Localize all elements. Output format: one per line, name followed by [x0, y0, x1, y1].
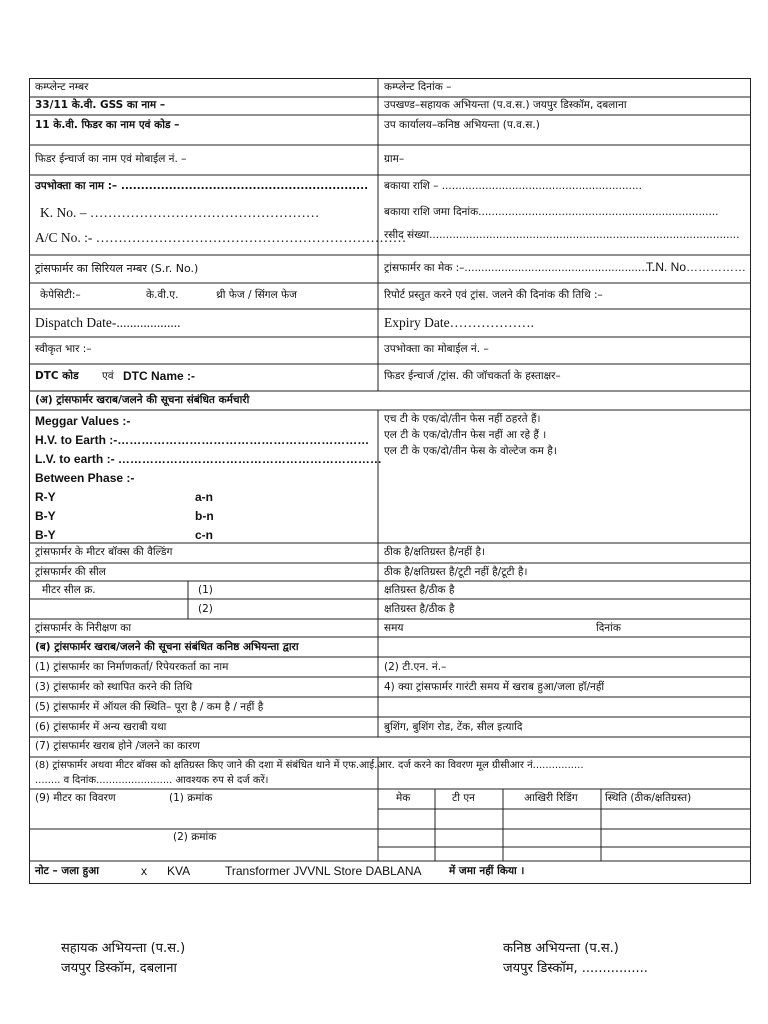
table-header-status: स्थिति (ठीक/क्षतिग्रस्त)	[605, 792, 692, 804]
welding-status-label: ठीक है/क्षतिग्रस्त है/नहीं है।	[384, 546, 486, 558]
complaint-date-label: कम्प्लेन्ट दिनांक –	[384, 81, 452, 93]
incharge-signature-label: फिडर ईन्चार्ज /ट्रांस. की जॉचकर्ता के हस्ताक्षर–	[384, 370, 561, 382]
kva-label: के.वी.ए.	[146, 289, 179, 301]
ht-line: एल टी के एक/दो/तीन फेस के वोल्टेज कम है।	[384, 445, 557, 457]
dues-date-label: बकाया राशि जमा दिनांक........................................................................	[384, 206, 719, 218]
capacity-label: केपेसिटी:–	[40, 289, 81, 301]
inspection-date-label: दिनांक	[596, 622, 621, 634]
dtc-and-label: एवं	[102, 370, 114, 382]
item-9-label: (9) मीटर का विवरण	[35, 792, 116, 804]
signature-right-line1: कनिष्ठ अभियन्ता (प.स.)	[503, 941, 619, 956]
serial-2-label: (2) क्रमांक	[173, 831, 217, 843]
between-phase-label: Between Phase :-	[35, 471, 135, 485]
note-label: नोट – जला हुआ	[35, 865, 99, 877]
sanctioned-load-label: स्वीकृत भार :–	[35, 343, 92, 355]
item-6-label: (6) ट्रांसफार्मर में अन्य खराबी यथा	[35, 721, 167, 733]
transformer-serial-label: ट्रांसफार्मर का सिरियल नम्बर (S.r. No.)	[35, 262, 199, 275]
meter-seal-label: मीटर सील क्र.	[42, 584, 96, 596]
phase-pair-right: a-n	[195, 490, 213, 504]
village-label: ग्राम–	[384, 153, 405, 165]
complaint-number-label: कम्प्लेन्ट नम्बर	[35, 81, 89, 93]
ht-line: एच टी के एक/दो/तीन फेस नहीं ठहरते हैं।	[384, 413, 541, 425]
dispatch-date-label: Dispatch Date-...................	[35, 315, 181, 330]
ac-no-label: A/C No. :- ……………………………………………………………	[35, 230, 407, 245]
item-8-line2: ........ व दिनांक........................ आवश्यक रुप से दर्ज करें।	[35, 775, 269, 786]
signature-left-line2: जयपुर डिस्कॉम, दबलाना	[61, 961, 177, 976]
ht-line: एल टी के एक/दो/तीन फेस नहीं आ रहे हैं ।	[384, 429, 547, 441]
hv-earth-label: H.V. to Earth :-………………………………………………………	[35, 433, 370, 447]
signature-left-line1: सहायक अभियन्ता (प.स.)	[61, 941, 186, 956]
seal-2-label: (2)	[198, 603, 213, 615]
phase-pair-left: R-Y	[35, 490, 56, 504]
feeder-incharge-label: फिडर ईन्चार्ज का नाम एवं मोबाईल नं. –	[35, 153, 187, 165]
item-6-value: बुशिंग, बुशिंग रोड, टेंक, सील इत्यादि	[384, 721, 523, 733]
complaint-form	[29, 78, 751, 884]
signature-right-line2: जयपुर डिस्कॉम, ................	[503, 961, 648, 976]
phase-pair-right: b-n	[195, 509, 214, 523]
phase-pair-left: B-Y	[35, 509, 56, 523]
subdivision-label: उपखण्ड–सहायक अभियन्ता (प.व.स.) जयपुर डिस्कॉम, दबलाना	[384, 99, 627, 111]
item-7-label: (7) ट्रांसफार्मर खराब होने /जलने का कारण	[35, 740, 200, 752]
table-header-make: मेक	[396, 792, 411, 804]
note-suffix: में जमा नहीं किया ।	[449, 865, 525, 877]
item-3-label: (3) ट्रांसफार्मर को स्थापित करने की तिथि	[35, 681, 193, 693]
meggar-values-label: Meggar Values :-	[35, 414, 131, 428]
receipt-no-label: रसीद संख्या.............................................................................................	[384, 229, 740, 241]
meter-box-welding-label: ट्रांसफार्मर के मीटर बॉक्स की वैल्डिंग	[35, 546, 173, 558]
item-4-label: 4) क्या ट्रांसफार्मर गारंटी समय में खराब हुआ/जला हॉ/नहीं	[384, 681, 605, 693]
section-b-title: (ब) ट्रांसफार्मर खराब/जलने की सूचना संबंधित कनिष्ठ अभियन्ता द्वारा	[35, 641, 299, 653]
table-header-last-reading: आखिरी रिडिंग	[524, 792, 578, 804]
feeder-name-label: 11 के.वी. फिडर का नाम एवं कोड –	[35, 119, 180, 131]
item-5-label: (5) ट्रांसफार्मर में ऑयल की स्थिति– पूरा है / कम है / नहीं है	[35, 701, 264, 713]
k-no-label: K. No. – ……………………………………………	[40, 205, 320, 220]
note-kva: KVA	[167, 864, 191, 878]
dtc-code-label: DTC कोड	[35, 370, 79, 382]
lv-earth-label: L.V. to earth :- …………………………………………………………	[35, 452, 382, 466]
note-x: x	[141, 864, 147, 878]
dtc-name-label: DTC Name :-	[123, 369, 196, 383]
inspection-time-label: समय	[384, 622, 404, 634]
report-date-label: रिपोर्ट प्रस्तुत करने एवं ट्रांस. जलने की दिनांक की तिथि :–	[384, 289, 603, 301]
tn-no-label: T.N. No……………	[646, 260, 747, 274]
item-1-label: (1) ट्रांसफार्मर का निर्माणकर्ता/ रिपेयरकर्ता का नाम	[35, 661, 229, 673]
item-8-line1: (8) ट्रांसफार्मर अथवा मीटर बॉक्स को क्षतिग्रस्त किए जाने की दशा में संबंधित थाने में एफ.आई.आर. दर्ज करने का विवरण मूल ग्रीसीआर नं................	[35, 760, 584, 771]
seal-status-label: ठीक है/क्षतिग्रस्त है/टूटी नहीं है/टूटी है।	[384, 566, 528, 578]
phase-pair-left: B-Y	[35, 528, 56, 542]
dues-label: बकाया राशि – ............................................................	[384, 180, 642, 192]
consumer-mobile-label: उपभोक्ता का मोबाईल नं. –	[384, 343, 489, 355]
item-2-label: (2) टी.एन. नं.–	[384, 661, 447, 673]
seal-1-label: (1)	[198, 584, 213, 596]
note-store-text: Transformer JVVNL Store DABLANA	[225, 864, 422, 878]
sub-office-label: उप कार्यालय–कनिष्ठ अभियन्ता (प.व.स.)	[384, 119, 540, 131]
phase-label: थ्री फेज / सिंगल फेज	[216, 289, 297, 301]
transformer-seal-label: ट्रांसफार्मर की सील	[35, 566, 106, 578]
seal-2-status: क्षतिग्रस्त है/ठीक है	[384, 603, 455, 615]
transformer-make-label: ट्रांसफार्मर का मेक :–..........................................................	[384, 262, 659, 274]
consumer-name-label: उपभोक्ता का नाम :– ..............................................................	[35, 180, 369, 192]
seal-1-status: क्षतिग्रस्त है/ठीक है	[384, 584, 455, 596]
expiry-date-label: Expiry Date……………….	[384, 315, 534, 330]
phase-pair-right: c-n	[195, 528, 213, 542]
section-a-title: (अ) ट्रांसफार्मर खराब/जलने की सूचना संबंधित कर्मचारी	[35, 394, 250, 406]
gss-name-label: 33/11 के.वी. GSS का नाम –	[35, 99, 166, 111]
serial-1-label: (1) क्रमांक	[169, 792, 213, 804]
inspection-label: ट्रांसफार्मर के निरीक्षण का	[35, 622, 132, 634]
table-header-tn: टी एन	[452, 792, 475, 804]
